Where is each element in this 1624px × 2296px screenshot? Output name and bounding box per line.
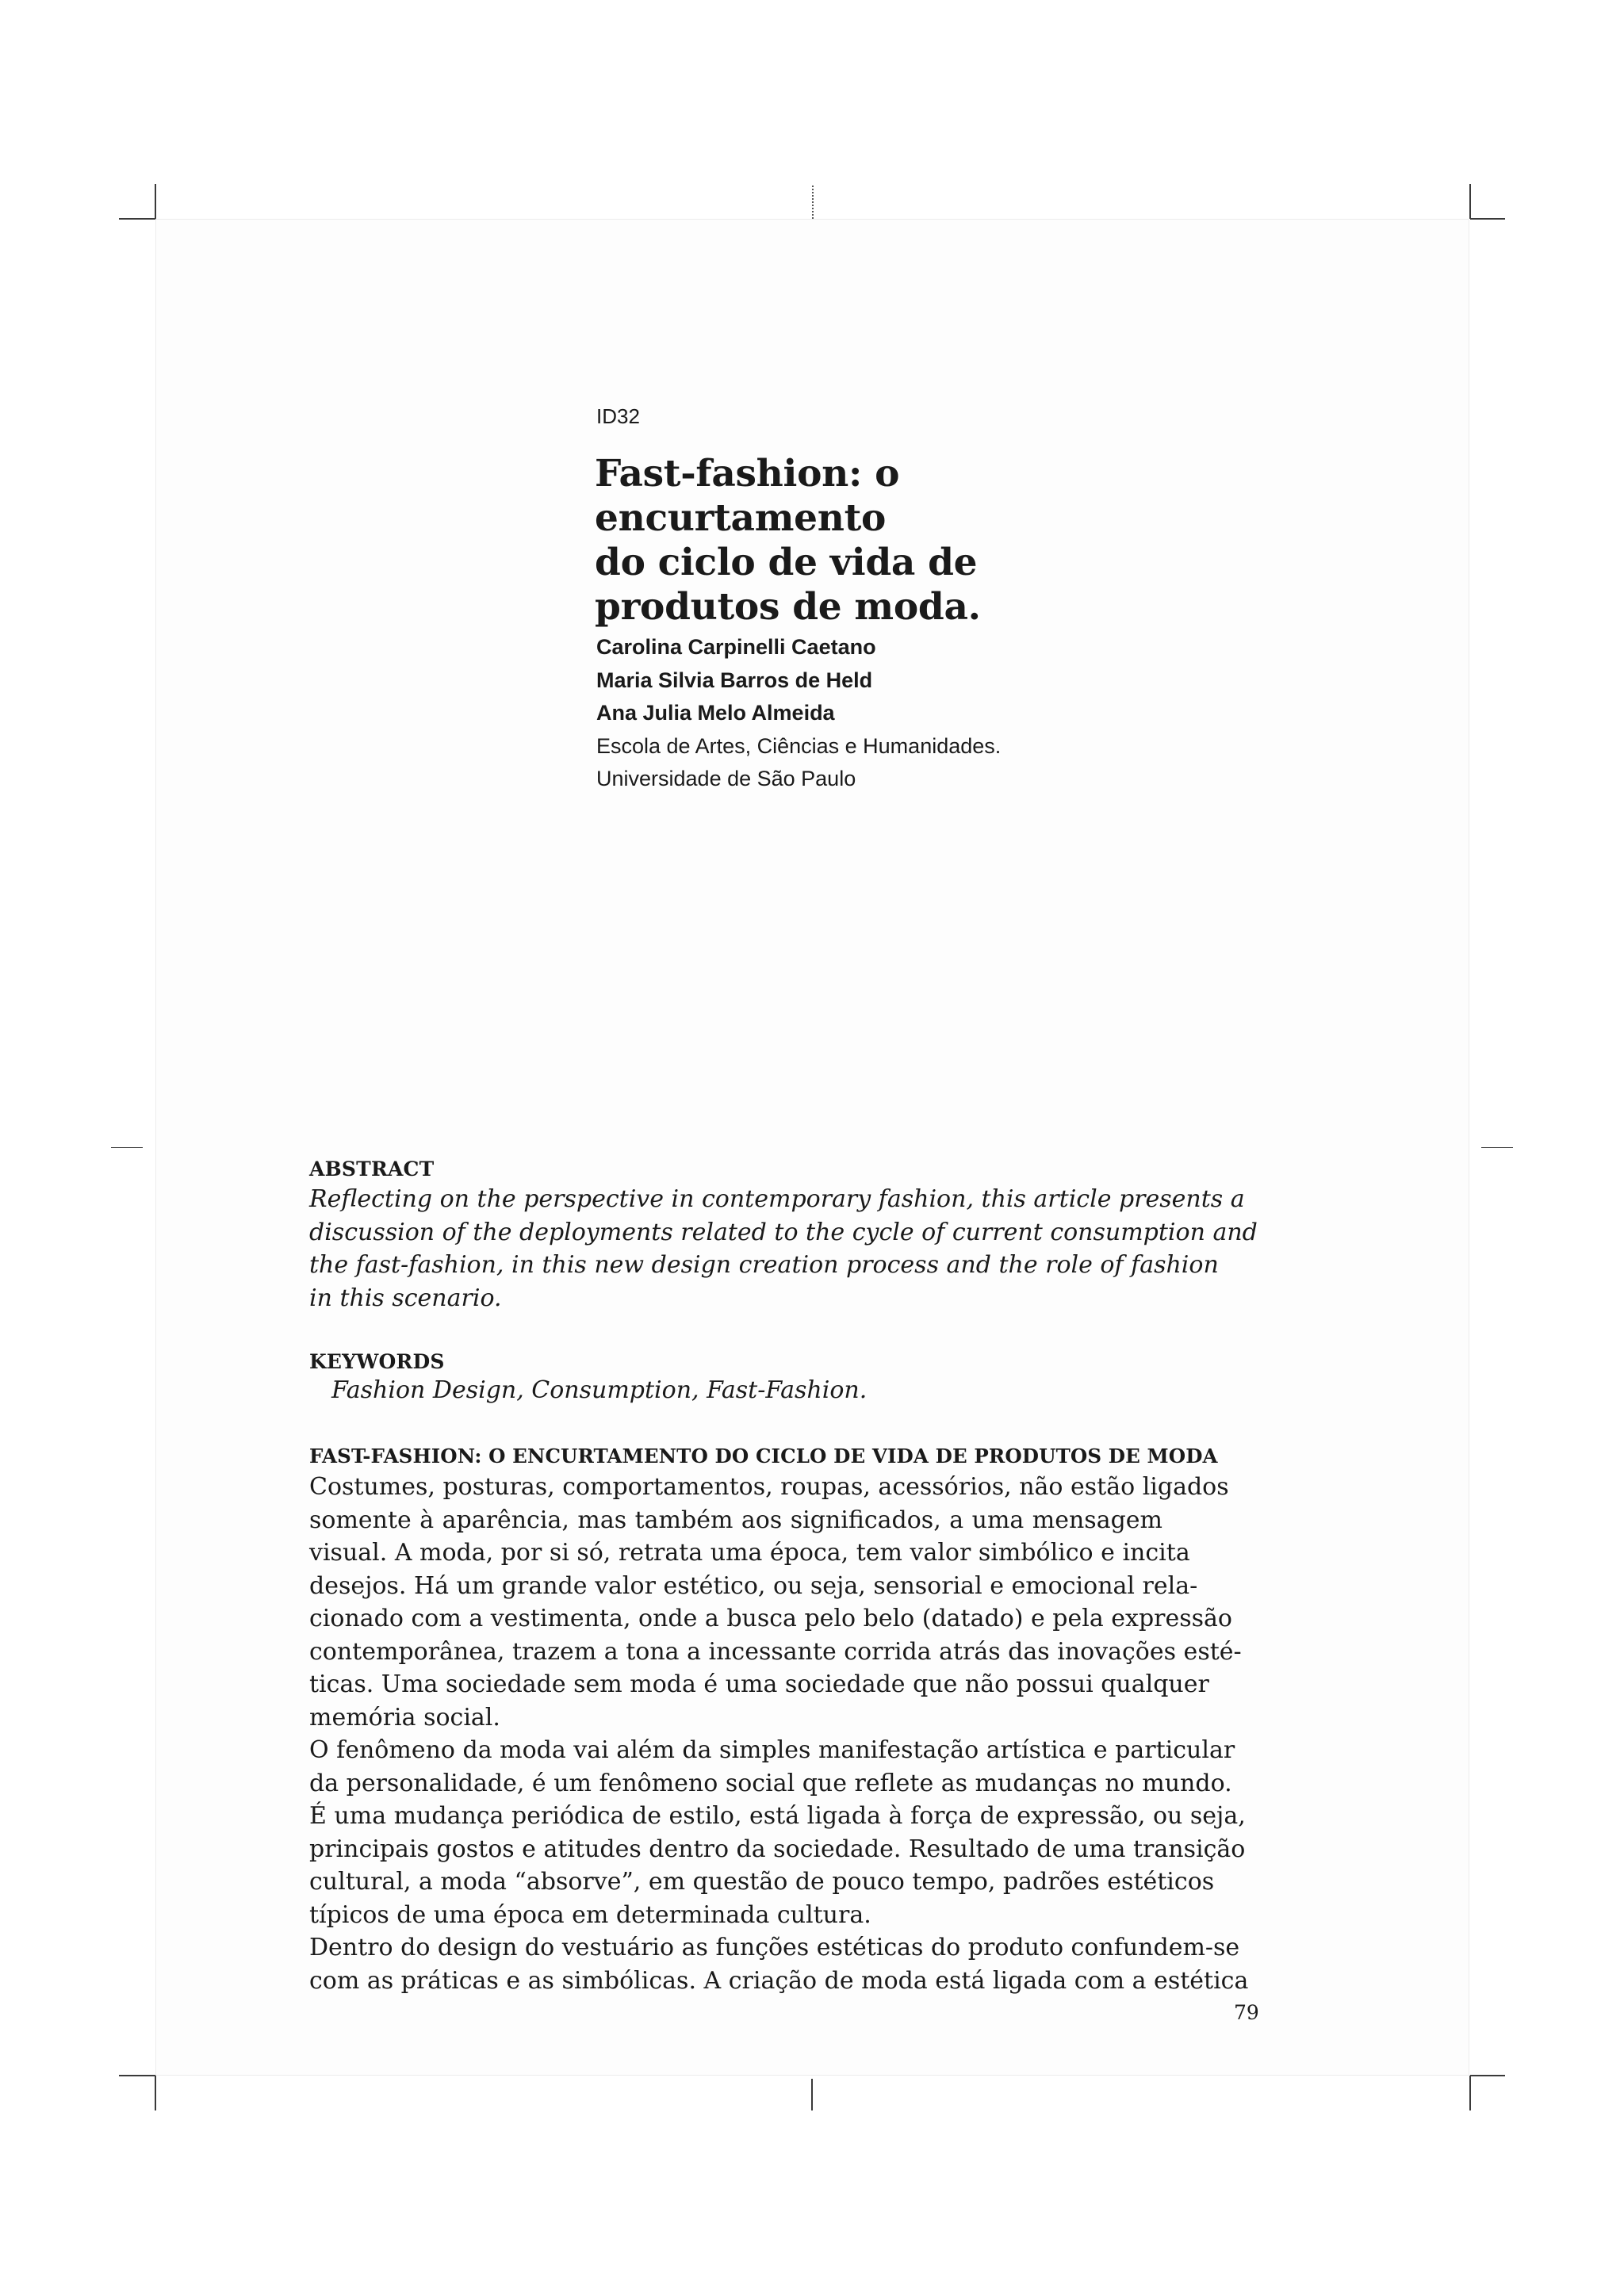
body-line: somente à aparência, mas também aos significados, a uma mensagem [309,1506,1162,1534]
crop-mark-top-center [812,186,814,219]
title-line: do ciclo de vida de [595,541,978,584]
abstract-line: the fast-fashion, in this new design creation process and the role of fashion [309,1251,1219,1279]
body-line: Costumes, posturas, comportamentos, roupas, acessórios, não estão ligados [309,1473,1229,1501]
abstract-text [309,1183,1258,1314]
crop-mark-top-right-h [1470,218,1505,220]
body-line: Dentro do design do vestuário as funções estéticas do produto confundem-se [309,1934,1240,1961]
body-line: É uma mudança periódica de estilo, está ligada à força de expressão, ou seja, [309,1802,1246,1830]
crop-mark-top-left-v [155,184,156,219]
crop-mark-bottom-left-v [155,2076,156,2110]
paper-id: ID32 [596,404,640,428]
author-name: Maria Silvia Barros de Held [596,668,873,692]
crop-mark-bottom-center [811,2079,813,2110]
body-line: memória social. [309,1703,500,1732]
abstract-label: ABSTRACT [309,1158,435,1181]
crop-mark-top-left-h [119,218,155,220]
body-line: com as práticas e as simbólicas. A criação de moda está ligada com a estética [309,1966,1249,1995]
abstract-line: in this scenario. [309,1284,502,1312]
affiliation-line: Escola de Artes, Ciências e Humanidades. [596,733,1002,758]
body-line: visual. A moda, por si só, retrata uma época, tem valor simbólico e incita [309,1539,1190,1567]
crop-mark-bottom-right-v [1469,2076,1471,2110]
crop-mark-bottom-left-h [119,2075,155,2076]
abstract-line: Reflecting on the perspective in contemporary fashion, this article presents a [309,1185,1245,1213]
crop-mark-mid-right [1481,1147,1513,1148]
crop-mark-bottom-right-h [1470,2075,1505,2076]
keywords-text: Fashion Design, Consumption, Fast-Fashion. [331,1376,868,1404]
body-line: da personalidade, é um fenômeno social que reflete as mudanças no mundo. [309,1769,1232,1797]
author-name: Carolina Carpinelli Caetano [596,635,876,659]
body-line: desejos. Há um grande valor estético, ou seja, sensorial e emocional rela- [309,1571,1198,1600]
abstract-line: discussion of the deployments related to the cycle of current consumption and [309,1218,1258,1246]
section-heading: FAST-FASHION: O ENCURTAMENTO DO CICLO DE VIDA DE PRODUTOS DE MODA [309,1445,1218,1468]
body-line: ticas. Uma sociedade sem moda é uma sociedade que não possui qualquer [309,1670,1209,1698]
page-number: 79 [1234,2001,1259,2024]
author-block [596,631,1001,796]
body-line: típicos de uma época em determinada cultura. [309,1900,871,1929]
body-line: O fenômeno da moda vai além da simples manifestação artística e particular [309,1736,1235,1764]
title-line: Fast-fashion: o encurtamento [595,452,900,540]
body-line: cionado com a vestimenta, onde a busca pelo belo (datado) e pela expressão [309,1605,1232,1632]
affiliation-line: Universidade de São Paulo [596,767,856,790]
crop-mark-mid-left [111,1147,143,1148]
author-name: Ana Julia Melo Almeida [596,701,835,725]
body-text [309,1471,1249,1997]
body-line: principais gostos e atitudes dentro da sociedade. Resultado de uma transição [309,1835,1246,1863]
body-line: contemporânea, trazem a tona a incessante corrida atrás das inovações esté- [309,1637,1242,1666]
crop-mark-top-right-v [1469,184,1471,219]
paper-title [595,452,1197,629]
body-line: cultural, a moda “absorve”, em questão de pouco tempo, padrões estéticos [309,1868,1215,1896]
title-line: produtos de moda. [595,585,981,629]
keywords-label: KEYWORDS [309,1350,445,1373]
